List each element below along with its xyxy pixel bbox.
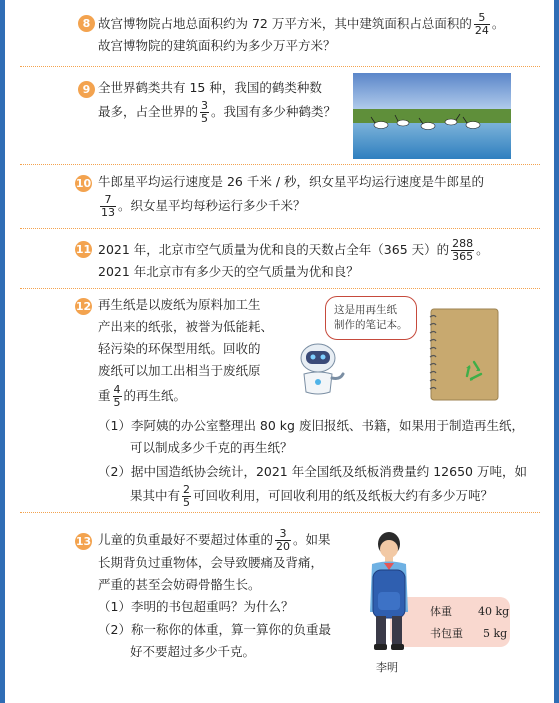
numerator: 5 [474, 12, 490, 25]
problem-9-text-a: 最多，占全世界的 [98, 104, 199, 119]
info-weight-value: 40 kg [478, 605, 510, 618]
problem-10-text-b: 。织女星平均每秒运行多少千米？ [118, 198, 306, 213]
figure-caption: 李明 [376, 661, 398, 674]
divider [20, 66, 540, 67]
divider [20, 164, 540, 165]
problem-12-line-2: 产出来的纸张，被誉为低能耗、 [98, 319, 274, 334]
robot-icon [294, 340, 346, 402]
question-text: 称一称你的体重，算一算你的负重最 [130, 622, 331, 637]
numerator: 4 [113, 383, 121, 396]
question-text-a: 果其中有 [130, 488, 181, 503]
fraction [100, 194, 116, 219]
speech-bubble-line-2: 制作的笔记本。 [334, 319, 408, 331]
problem-13-q1 [98, 597, 293, 617]
problem-10-line-1: 牛郎星平均运行速度是 26 千米 / 秒，织女星平均运行速度是牛郎星的 [98, 174, 485, 189]
denominator: 5 [201, 112, 209, 125]
cranes-photo [353, 73, 511, 159]
problem-9-text-b: 。我国有多少种鹤类？ [211, 104, 337, 119]
info-bag-value: 5 kg [483, 627, 508, 640]
fraction [113, 384, 122, 409]
question-text: 据中国造纸协会统计，2021 年全国纸及纸板消费量约 12650 万吨，如 [130, 464, 527, 479]
problem-8-line-2: 故宫博物院的建筑面积约为多少万平方米？ [98, 38, 336, 53]
question-text: 李阿姨的办公室整理出 80 kg 废旧报纸、书籍，如果用于制造再生纸， [130, 418, 524, 433]
numerator: 2 [183, 483, 191, 496]
fraction [474, 12, 490, 37]
question-text: 李明的书包超重吗？为什么？ [130, 599, 294, 614]
problem-9-line-1: 全世界鹤类共有 15 种，我国的鹤类种数 [98, 80, 322, 95]
problem-11-line-2: 2021 年北京市有多少天的空气质量为优和良？ [98, 264, 359, 279]
problem-13-text-b: 。如果 [293, 532, 331, 547]
divider [20, 512, 540, 513]
problem-9-line-2 [98, 100, 336, 125]
denominator: 20 [276, 540, 291, 553]
question-label: （2） [98, 622, 131, 637]
problem-number-8: 8 [78, 15, 95, 32]
divider [20, 228, 540, 229]
problem-13-line-1 [98, 528, 331, 553]
problem-number-9: 9 [78, 81, 95, 98]
problem-13-line-3: 严重的甚至会妨碍骨骼生长。 [98, 577, 261, 592]
numerator: 7 [100, 194, 116, 207]
problem-number-10: 10 [75, 177, 92, 190]
page-frame-right [554, 0, 559, 703]
problem-12-q2-line-2 [130, 484, 493, 509]
info-bag-label: 书包重 [430, 627, 463, 640]
problem-12-q2-line-1 [98, 462, 527, 482]
question-label: （1） [98, 418, 131, 433]
question-text-b: 可回收利用，可回收利用的纸及纸板大约有多少万吨？ [193, 488, 494, 503]
problem-13-q2-line-1 [98, 620, 331, 640]
problem-13-q2-line-2: 好不要超过多少千克。 [130, 644, 256, 659]
numerator: 288 [452, 237, 474, 250]
problem-11-text-a: 2021 年，北京市空气质量为优和良的天数占全年（365 天）的 [98, 242, 450, 257]
divider [20, 288, 540, 289]
recycled-notebook [428, 307, 500, 402]
denominator: 5 [183, 496, 191, 509]
problem-8-text-b: 。 [491, 16, 505, 31]
denominator: 5 [113, 396, 121, 409]
problem-13-line-2: 长期背负过重物体，会导致腰痛及背痛， [98, 555, 324, 570]
boy-with-backpack [358, 530, 420, 658]
fraction [275, 528, 291, 553]
problem-8-line-1 [98, 12, 504, 37]
denominator: 24 [474, 24, 489, 37]
problem-12-q1-line-2: 可以制成多少千克的再生纸？ [130, 440, 293, 455]
problem-8-text-a: 故宫博物院占地总面积约为 72 万平方米，其中建筑面积占总面积的 [98, 16, 472, 31]
numerator: 3 [201, 99, 209, 112]
question-label: （1） [98, 599, 131, 614]
fraction [451, 238, 474, 263]
recycle-icon [462, 359, 486, 383]
question-label: （2） [98, 464, 131, 479]
problem-11-text-b: 。 [476, 242, 489, 257]
speech-bubble [325, 296, 417, 340]
denominator: 365 [452, 250, 474, 263]
problem-12-text-a: 重 [98, 388, 111, 403]
problem-number-12: 12 [75, 300, 92, 313]
problem-12-line-3: 轻污染的环保型用纸。回收的 [98, 341, 261, 356]
problem-12-line-5 [98, 384, 186, 409]
numerator: 3 [275, 528, 291, 541]
problem-11-line-1 [98, 238, 489, 263]
problem-12-line-1: 再生纸是以废纸为原料加工生 [98, 297, 261, 312]
problem-10-line-2 [98, 194, 306, 219]
problem-12-text-b: 的再生纸。 [123, 388, 187, 403]
fraction [182, 484, 191, 509]
fraction [200, 100, 209, 125]
problem-12-q1-line-1 [98, 416, 524, 436]
problem-12-line-4: 废纸可以加工出相当于废纸原 [98, 363, 261, 378]
page-frame-left [0, 0, 5, 703]
problem-number-11: 11 [75, 243, 92, 256]
problem-13-text-a: 儿童的负重最好不要超过体重的 [98, 532, 274, 547]
denominator: 13 [101, 206, 115, 219]
speech-bubble-line-1: 这是用再生纸 [334, 304, 397, 316]
problem-number-13: 13 [75, 535, 92, 548]
info-weight-label: 体重 [430, 605, 452, 618]
